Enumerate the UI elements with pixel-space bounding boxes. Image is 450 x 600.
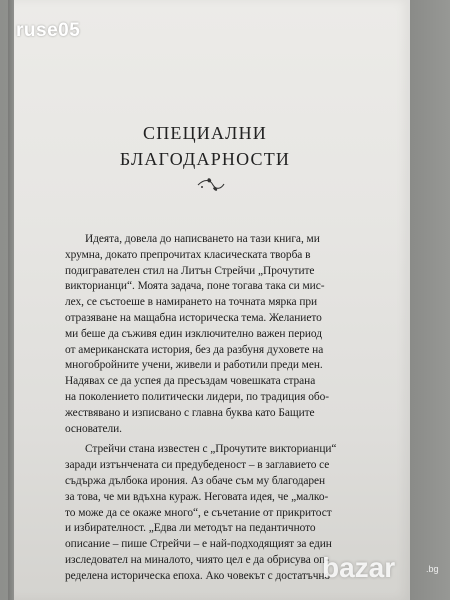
chapter-title-line-1: СПЕЦИАЛНИ [142,123,267,143]
text-line: викторианци“. Моята задача, поне тогава така си мис- [65,280,325,293]
text-line: лех, се състоеше в намирането на точната мярка при [65,296,318,309]
text-line: жествявано и изписвано с главна буква като Бащите [65,406,315,419]
chapter-title [0,120,410,172]
bazar-logo-text: bazar [322,552,396,583]
seller-watermark: ruse05 [16,20,81,41]
text-line: отразяване на мащабна историческа тема. Желанието [65,311,322,324]
text-line: подигравателен стил на Литън Стрейчи „Прочутите [65,264,315,277]
paragraph-2 [65,442,365,584]
page-edge-background [410,0,450,600]
text-line: на поколението политически лидери, по традиция обо- [65,390,329,403]
text-line: съдържа дълбока ирония. Аз обаче съм му благодарен [65,474,326,487]
text-line: Надявах се да успея да пресъздам човешката страна [65,375,316,388]
text-line: и избирателност. „Едва ли методът на педантичното [65,522,316,535]
text-line: ределена историческа епоха. Ако човекът с достатъчно [65,569,331,582]
text-line: заради изтънчената си предубеденост – в заглавието се [65,459,330,472]
body-text [65,232,365,590]
bazar-watermark-logo [322,552,446,592]
text-line: от американската история, без да разбуня духовете на [65,343,324,356]
text-line: Идеята, довела до написването на тази книга, ми [85,233,320,245]
bazar-logo-suffix: .bg [426,564,439,574]
text-line: изследовател на миналото, чиято цел е да обрисува оп- [65,553,329,566]
floral-ornament-icon [196,176,226,194]
text-line: ми беше да съживя един изключително важен период [65,327,322,340]
chapter-title-line-2: БЛАГОДАРНОСТИ [119,149,291,169]
text-line: описание – пише Стрейчи – е най-подходящият за един [65,538,332,551]
text-line: хрумна, докато препрочитах класическата творба в [65,248,311,261]
text-line: многобройните учени, живели и работили преди мен. [65,359,323,372]
text-line: за това, че ми вдъхна кураж. Неговата идея, че „малко- [65,490,329,503]
text-line: Стрейчи стана известен с „Прочутите викторианци“ [85,443,337,456]
text-line: основатели. [65,422,122,435]
paragraph-1 [65,232,365,437]
text-line: то може да се окаже много“, е съчетание от прикритост [65,506,332,519]
